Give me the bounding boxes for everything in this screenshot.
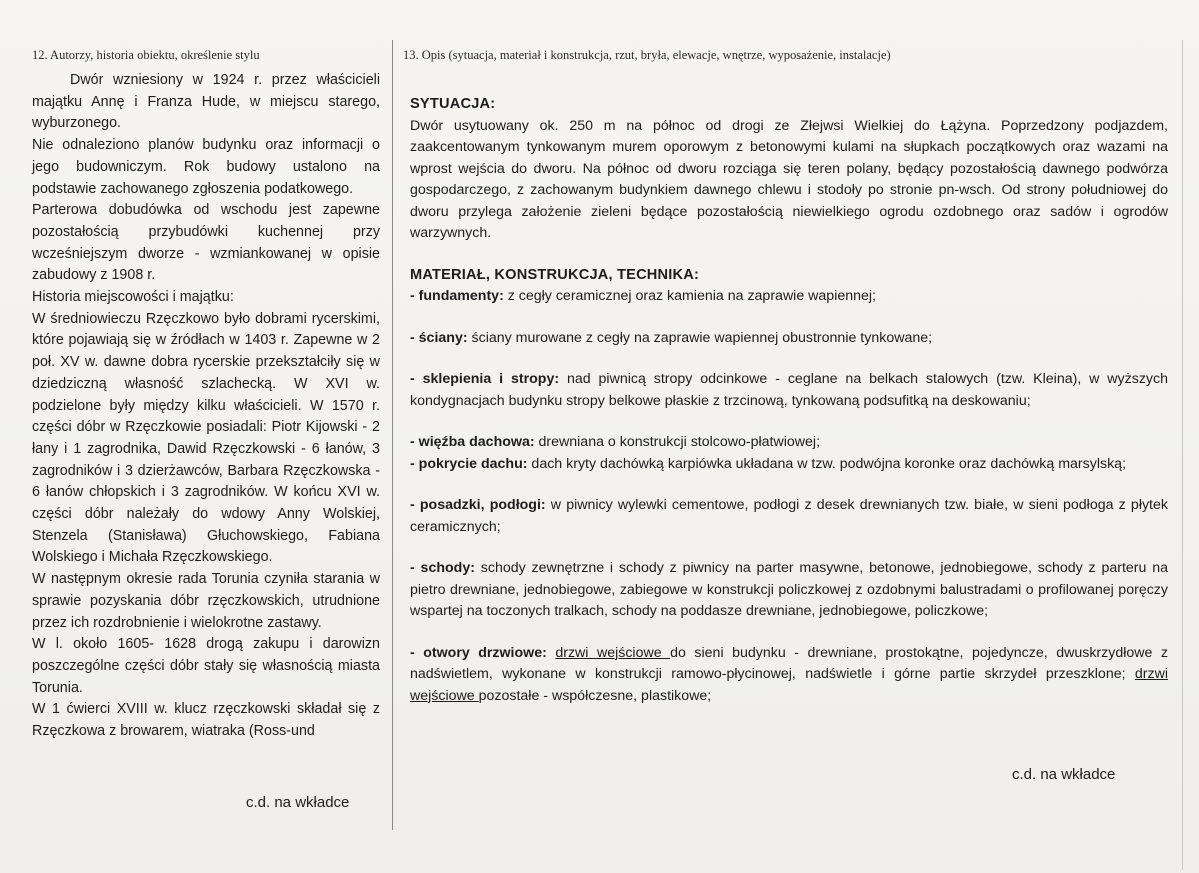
- item-label: - ściany:: [410, 329, 468, 346]
- item-label: - pokrycie dachu:: [410, 455, 528, 472]
- history-paragraph: W l. około 1605- 1628 drogą zakupu i darowizn poszczególne części dóbr stały się własnością miasta Torunia.: [32, 636, 380, 696]
- item-label: - więźba dachowa:: [410, 434, 535, 450]
- item-text: pozostałe - współczesne, plastikowe;: [478, 687, 712, 704]
- description-column: [410, 94, 1168, 707]
- underlined-term: drzwi wejściowe: [410, 666, 1168, 704]
- left-continuation-note: c.d. na wkładce: [246, 794, 350, 811]
- history-column: [32, 70, 380, 743]
- item-text: schody zewnętrzne i schody z piwnicy na parter masywne, betonowe, jednobiegowe, schody z parteru na pietro drewniane, jednobiegowe, zabiegowe w konstrukcji policzkowej z ozdobnymi balustradami o profilowanej poręczy wspartej na toczonych tralkach, schody na poddasze drewniane, jednobiegowe, policzkowe;: [410, 560, 1169, 619]
- history-paragraph: W 1 ćwierci XVIII w. klucz rzęczkowski składał się z Rzęczkowa z browarem, wiatraka (Ross-und: [32, 701, 380, 740]
- item-text: drewniana o konstrukcji stolcowo-płatwiowej;: [534, 434, 821, 450]
- material-item: [410, 454, 1168, 476]
- history-paragraph: Parterowa dobudówka od wschodu jest zapewne pozostałością przybudówki kuchennej przy wcześniejszym dworze - wzmiankowanej w opisie zabudowy z 1908 r.: [32, 202, 380, 284]
- item-label: - sklepienia i stropy:: [410, 371, 560, 387]
- material-item: [410, 432, 1168, 454]
- material-item: [410, 643, 1168, 708]
- history-subheading: Historia miejscowości i majątku:: [32, 289, 234, 306]
- left-section-header: 12. Autorzy, historia obiektu, określenie stylu: [32, 48, 260, 62]
- right-section-header: 13. Opis (sytuacja, materiał i konstrukcja, rzut, bryła, elewacje, wnętrze, wyposażenie, instalacje): [403, 48, 891, 62]
- material-item: [410, 369, 1168, 412]
- right-border-line: [1182, 40, 1183, 870]
- item-text: dach kryty dachówką karpiówka układana w tzw. podwójna koronke oraz dachówką marsylską;: [527, 455, 1127, 472]
- history-paragraph: W średniowieczu Rzęczkowo było dobrami rycerskimi, które pojawiają się w źródłach w 1403 r. Zapewne w 2 poł. XV w. dawne dobra rycerskie przekształciły się w dziedziczną własność szlachecką. W XVI w. podzielone były między kilku właścicieli. W 1570 r. części dóbr w Rzęczkowie posiadali: Piotr Kijowski - 2 łany i 1 zagrodnika, Dawid Rzęczkowski - 6 łanów, 3 zagrodników i 3 dzierżawców, Barbara Rzęczkowska - 6 łanów chłopskich i 3 zagrodników. W końcu XVI w. części dóbr należały do wdowy Anny Wolskiej, Stenzela (Stanisława) Głuchowskiego, Fabiana Wolskiego i Michała Rzęczkowskiego.: [32, 310, 380, 566]
- item-text: ściany murowane z cegły na zaprawie wapiennej obustronnie tynkowane;: [467, 329, 933, 346]
- material-heading: MATERIAŁ, KONSTRUKCJA, TECHNIKA:: [410, 266, 700, 283]
- material-item: [410, 328, 1168, 350]
- item-label: - schody:: [410, 560, 475, 576]
- item-text: nad piwnicą stropy odcinkowe - ceglane na belkach stalowych (tzw. Kleina), w wyższych kondygnacjach budynku stropy belkowe płaskie z trzcinową, tynkowaną podsufitką na deskowaniu;: [410, 371, 1169, 409]
- material-item: [410, 286, 1168, 308]
- history-paragraph: Nie odnaleziono planów budynku oraz informacji o jego budowniczym. Rok budowy ustalono na podstawie zachowanego zgłoszenia podatkowego.: [32, 137, 380, 197]
- sytuacja-text: Dwór usytuowany ok. 250 m na północ od drogi ze Złejwsi Wielkiej do Łążyna. Poprzedzony podjazdem, zaakcentowanym tynkowanym murem oporowym z betonowymi kulami na słupkach początkowych oraz wazami na wprost wejścia do dworu. Na północ od dworu rozciąga się teren polany, będący pozostałością dawnego podwórza gospodarczego, z zachowanym budynkiem dawnego chlewu i stodoły po stronie pn-wsch. Od strony południowej do dworu przylega założenie zieleni będące pozostałością niewielkiego ogrodu ozdobnego oraz sadów i ogrodów warzywnych.: [410, 117, 1168, 241]
- history-paragraph: W następnym okresie rada Torunia czyniła starania w sprawie pozyskania dóbr rzęczkowskich, utrudnione przez ich rozdrobnienie i wielokrotne zastawy.: [32, 571, 380, 631]
- item-text: z cegły ceramicznej oraz kamienia na zaprawie wapiennej;: [503, 288, 877, 304]
- history-paragraph: Dwór wzniesiony w 1924 r. przez właścicieli majątku Annę i Franza Hude, w miejscu starego, wyburzonego.: [32, 72, 380, 132]
- material-item: [410, 558, 1168, 623]
- item-label: - fundamenty:: [410, 288, 504, 304]
- material-item: [410, 495, 1168, 538]
- underlined-term: drzwi wejściowe: [555, 644, 671, 661]
- item-label: - otwory drzwiowe:: [410, 644, 547, 661]
- right-continuation-note: c.d. na wkładce: [1012, 766, 1116, 783]
- sytuacja-heading: SYTUACJA:: [410, 96, 496, 112]
- item-label: - posadzki, podłogi:: [410, 497, 546, 513]
- item-text: do sieni budynku - drewniane, prostokątne, pojedyncze, dwuskrzydłowe z nadświetlem, wykonane w konstrukcji ramowo-płycinowej, nadświetle i górne partie skrzydeł przeszklone;: [410, 644, 1168, 682]
- item-text: w piwnicy wylewki cementowe, podłogi z desek drewnianych tzw. białe, w sieni podłoga z płytek ceramicznych;: [410, 497, 1168, 535]
- column-divider: [392, 40, 393, 830]
